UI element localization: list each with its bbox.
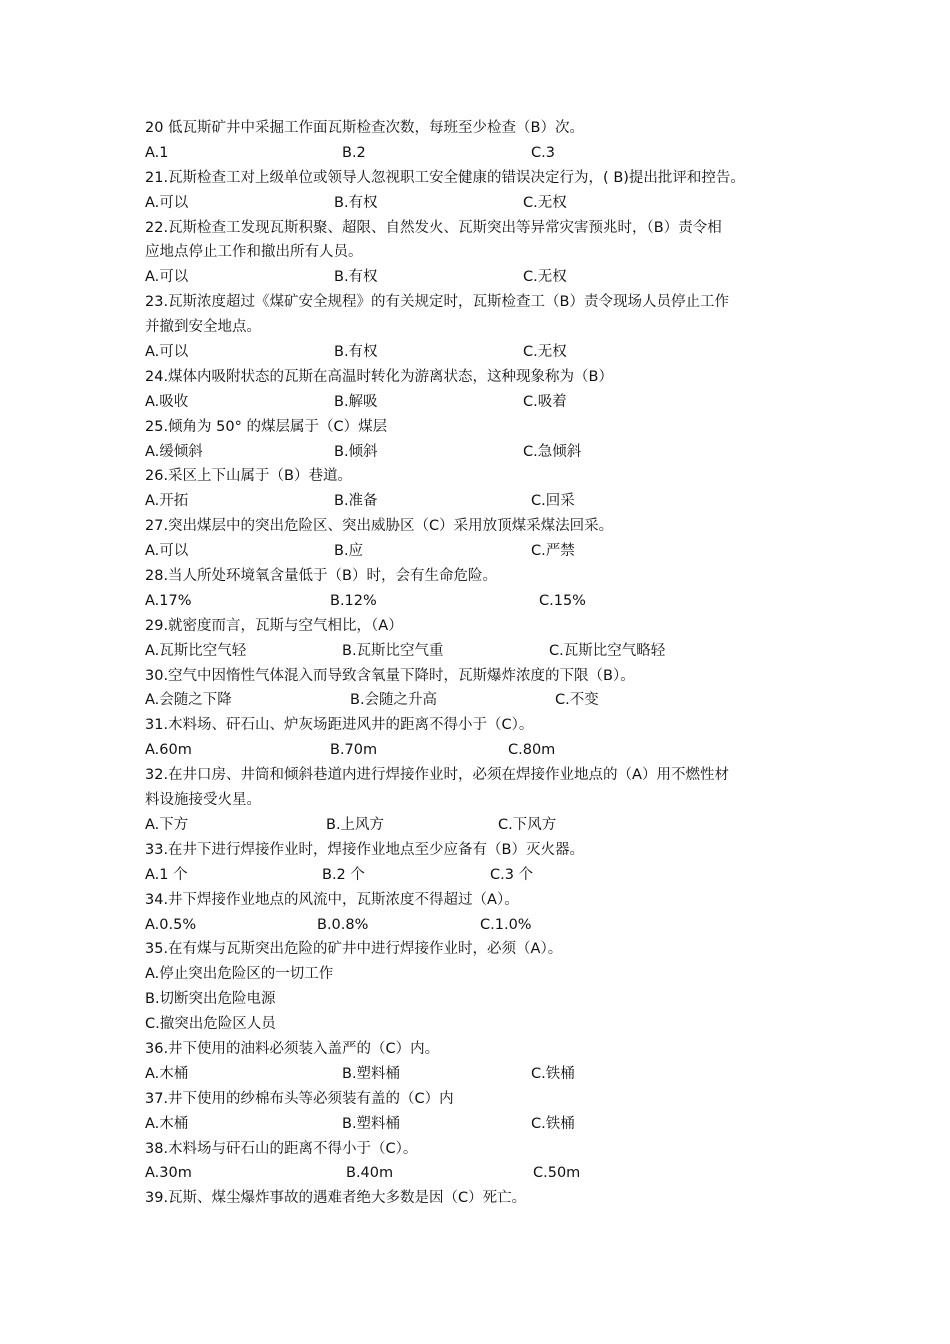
option-a: A.可以 — [145, 344, 189, 361]
option-b: B.2 — [342, 144, 366, 161]
option-b: B.有权 — [334, 344, 378, 361]
option-b: B.0.8% — [317, 916, 369, 933]
option-c: C.80m — [508, 742, 556, 759]
option-b: B.上风方 — [326, 816, 385, 833]
option-a: A.吸收 — [145, 393, 189, 410]
option-c: C.3 个 — [490, 866, 534, 883]
question-line: 31.木料场、矸石山、炉灰场距进风井的距离不得小于（C）。 — [145, 717, 534, 734]
options-line — [145, 639, 825, 664]
question-line: A.停止突出危险区的一切工作 — [145, 966, 334, 983]
option-c: C.无权 — [523, 269, 567, 286]
option-c: C.吸着 — [523, 393, 567, 410]
option-a: A.缓倾斜 — [145, 443, 203, 460]
option-c: C.50m — [533, 1165, 581, 1182]
options-line — [145, 1161, 825, 1186]
option-a: A.17% — [145, 592, 192, 609]
option-b: B.塑料桶 — [342, 1065, 401, 1082]
option-c: C.下风方 — [498, 816, 557, 833]
options-line — [145, 265, 825, 290]
option-b: B.塑料桶 — [342, 1115, 401, 1132]
option-a: A.下方 — [145, 816, 189, 833]
option-b: B.2 个 — [322, 866, 365, 883]
options-line — [145, 340, 825, 365]
options-line — [145, 191, 825, 216]
question-line: 应地点停止工作和撤出所有人员。 — [145, 244, 363, 261]
option-a: A.60m — [145, 742, 192, 759]
option-a: A.可以 — [145, 269, 189, 286]
question-line: 20 低瓦斯矿井中采掘工作面瓦斯检查次数，每班至少检查（B）次。 — [145, 120, 585, 136]
options-line — [145, 390, 825, 415]
option-a: A.1 — [145, 144, 169, 161]
option-c: C.15% — [539, 592, 586, 609]
question-line: 35.在有煤与瓦斯突出危险的矿井中进行焊接作业时，必须（A）。 — [145, 941, 563, 958]
option-a: A.会随之下降 — [145, 692, 232, 709]
option-c: C.急倾斜 — [523, 443, 582, 460]
option-a: A.1 个 — [145, 866, 188, 883]
options-line — [145, 1112, 825, 1137]
option-b: B.倾斜 — [334, 443, 378, 460]
options-line — [145, 863, 825, 888]
option-c: C.不变 — [555, 692, 599, 709]
question-line: 36.井下使用的油料必须装入盖严的（C）内。 — [145, 1040, 440, 1057]
options-line — [145, 489, 825, 514]
option-a: A.可以 — [145, 543, 189, 560]
options-line — [145, 589, 825, 614]
option-c: C.无权 — [523, 194, 567, 211]
question-line: 32.在井口房、井筒和倾斜巷道内进行焊接作业时，必须在焊接作业地点的（A）用不燃性材 — [145, 767, 729, 784]
question-line: 并撤到安全地点。 — [145, 319, 261, 336]
question-line: 料设施接受火星。 — [145, 792, 261, 809]
question-line: B.切断突出危险电源 — [145, 991, 276, 1008]
option-b: B.应 — [334, 543, 364, 560]
option-a: A.木桶 — [145, 1115, 189, 1132]
option-c: C.铁桶 — [531, 1115, 575, 1132]
option-b: B.有权 — [334, 194, 378, 211]
options-line — [145, 813, 825, 838]
option-b: B.解吸 — [334, 393, 378, 410]
option-a: A.0.5% — [145, 916, 197, 933]
option-a: A.30m — [145, 1165, 192, 1182]
question-line: 30.空气中因惰性气体混入而导致含氧量下降时，瓦斯爆炸浓度的下限（B）。 — [145, 667, 635, 684]
option-c: C.3 — [531, 144, 555, 161]
question-line: 27.突出煤层中的突出危险区、突出威胁区（C）采用放顶煤采煤法回采。 — [145, 518, 614, 535]
option-c: C.铁桶 — [531, 1065, 575, 1082]
options-line — [145, 688, 825, 713]
question-line: 24.煤体内吸附状态的瓦斯在高温时转化为游离状态，这种现象称为（B） — [145, 368, 614, 385]
options-line — [145, 141, 825, 166]
option-b: B.70m — [330, 742, 378, 759]
question-line: 26.采区上下山属于（B）巷道。 — [145, 468, 353, 485]
question-line: 22.瓦斯检查工发现瓦斯积聚、超限、自然发火、瓦斯突出等异常灾害预兆时，（B）责令相 — [145, 219, 722, 236]
question-line: 34.井下焊接作业地点的风流中，瓦斯浓度不得超过（A）。 — [145, 891, 519, 908]
question-line: 39.瓦斯、煤尘爆炸事故的遇难者绝大多数是因（C）死亡。 — [145, 1190, 527, 1207]
question-line: 33.在井下进行焊接作业时，焊接作业地点至少应备有（B）灭火器。 — [145, 841, 585, 858]
option-b: B.准备 — [334, 493, 378, 510]
question-line: 37.井下使用的纱棉布头等必须装有盖的（C）内 — [145, 1090, 454, 1107]
question-line: 28.当人所处环境氧含量低于（B）时，会有生命危险。 — [145, 568, 498, 585]
option-a: A.木桶 — [145, 1065, 189, 1082]
option-a: A.开拓 — [145, 493, 189, 510]
option-c: C.严禁 — [531, 543, 575, 560]
document-body — [145, 116, 825, 1211]
options-line — [145, 539, 825, 564]
option-c: C.无权 — [523, 344, 567, 361]
option-c: C.1.0% — [480, 916, 532, 933]
option-a: A.瓦斯比空气轻 — [145, 642, 247, 659]
options-line — [145, 1062, 825, 1087]
options-line — [145, 738, 825, 763]
options-line — [145, 440, 825, 465]
option-c: C.瓦斯比空气略轻 — [549, 642, 666, 659]
option-c: C.回采 — [531, 493, 575, 510]
option-b: B.40m — [346, 1165, 394, 1182]
options-line — [145, 913, 825, 938]
question-line: 23.瓦斯浓度超过《煤矿安全规程》的有关规定时，瓦斯检查工（B）责令现场人员停止工作 — [145, 294, 730, 311]
option-b: B.会随之升高 — [350, 692, 438, 709]
question-line: 29.就密度而言，瓦斯与空气相比，（A） — [145, 617, 403, 634]
option-b: B.瓦斯比空气重 — [342, 642, 444, 659]
question-line: 38.木料场与矸石山的距离不得小于（C）。 — [145, 1140, 418, 1157]
option-a: A.可以 — [145, 194, 189, 211]
question-line: 25.倾角为 50° 的煤层属于（C）煤层 — [145, 418, 388, 435]
question-line: C.撤突出危险区人员 — [145, 1016, 276, 1033]
option-b: B.12% — [330, 592, 377, 609]
question-line: 21.瓦斯检查工对上级单位或领导人忽视职工安全健康的错误决定行为，( B)提出批评和控告。 — [145, 169, 745, 186]
option-b: B.有权 — [334, 269, 378, 286]
